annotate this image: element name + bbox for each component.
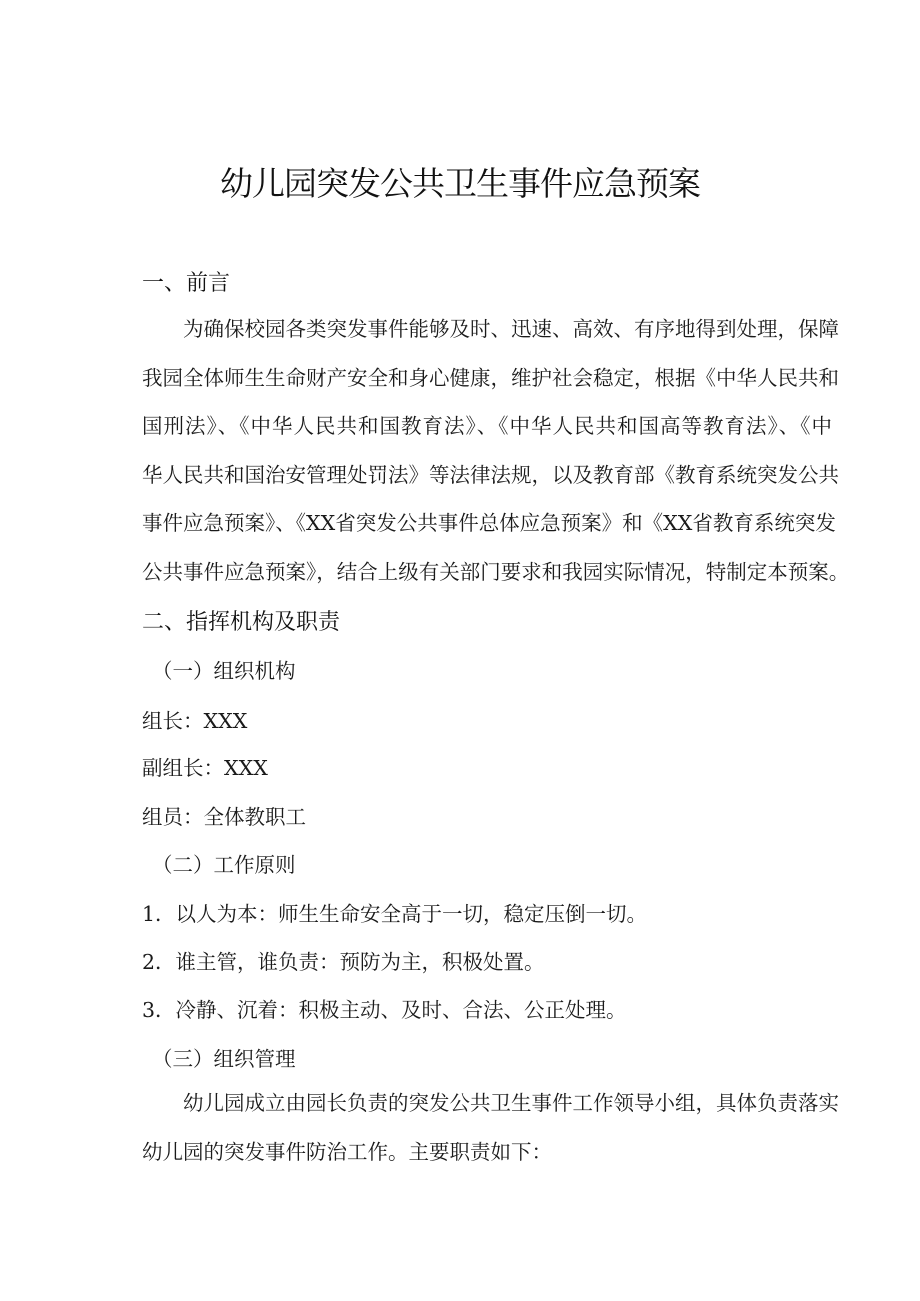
- subheading-principles: （二）工作原则: [152, 853, 296, 877]
- section-heading-preface: 一、前言: [142, 271, 231, 296]
- principle-item: 3．冷静、沉着：积极主动、及时、合法、公正处理。: [142, 998, 627, 1022]
- paragraph-line: 国刑法》、《中华人民共和国教育法》、《中华人民共和国高等教育法》、《中: [142, 414, 832, 438]
- subheading-management: （三）组织管理: [152, 1047, 296, 1071]
- paragraph-line: 为确保校园各类突发事件能够及时、迅速、高效、有序地得到处理，保障: [183, 317, 839, 341]
- preface-paragraph: [142, 305, 850, 596]
- principle-item: 1．以人为本：师生生命安全高于一切，稳定压倒一切。: [142, 902, 648, 926]
- subheading-organization: （一）组织机构: [152, 659, 296, 683]
- section-heading-command: 二、指挥机构及职责: [142, 610, 341, 635]
- document-title: 幼儿园突发公共卫生事件应急预案: [220, 164, 700, 203]
- paragraph-line: 事件应急预案》、《XX省突发公共事件总体应急预案》和《XX省教育系统突发: [142, 511, 836, 535]
- paragraph-line: 幼儿园成立由园长负责的突发公共卫生事件工作领导小组，具体负责落实: [183, 1091, 839, 1115]
- management-paragraph: [142, 1079, 839, 1176]
- paragraph-line: 公共事件应急预案》，结合上级有关部门要求和我园实际情况，特制定本预案。: [142, 559, 850, 584]
- paragraph-line: 幼儿园的突发事件防治工作。主要职责如下：: [142, 1139, 552, 1164]
- members-line: 组员：全体教职工: [142, 805, 306, 829]
- principle-item: 2．谁主管，谁负责：预防为主，积极处置。: [142, 950, 545, 974]
- deputy-leader-line: 副组长：XXX: [142, 756, 268, 780]
- leader-line: 组长：XXX: [142, 709, 248, 733]
- paragraph-line: 华人民共和国治安管理处罚法》等法律法规，以及教育部《教育系统突发公共: [142, 462, 839, 487]
- paragraph-line: 我园全体师生生命财产安全和身心健康，维护社会稳定，根据《中华人民共和: [142, 365, 839, 390]
